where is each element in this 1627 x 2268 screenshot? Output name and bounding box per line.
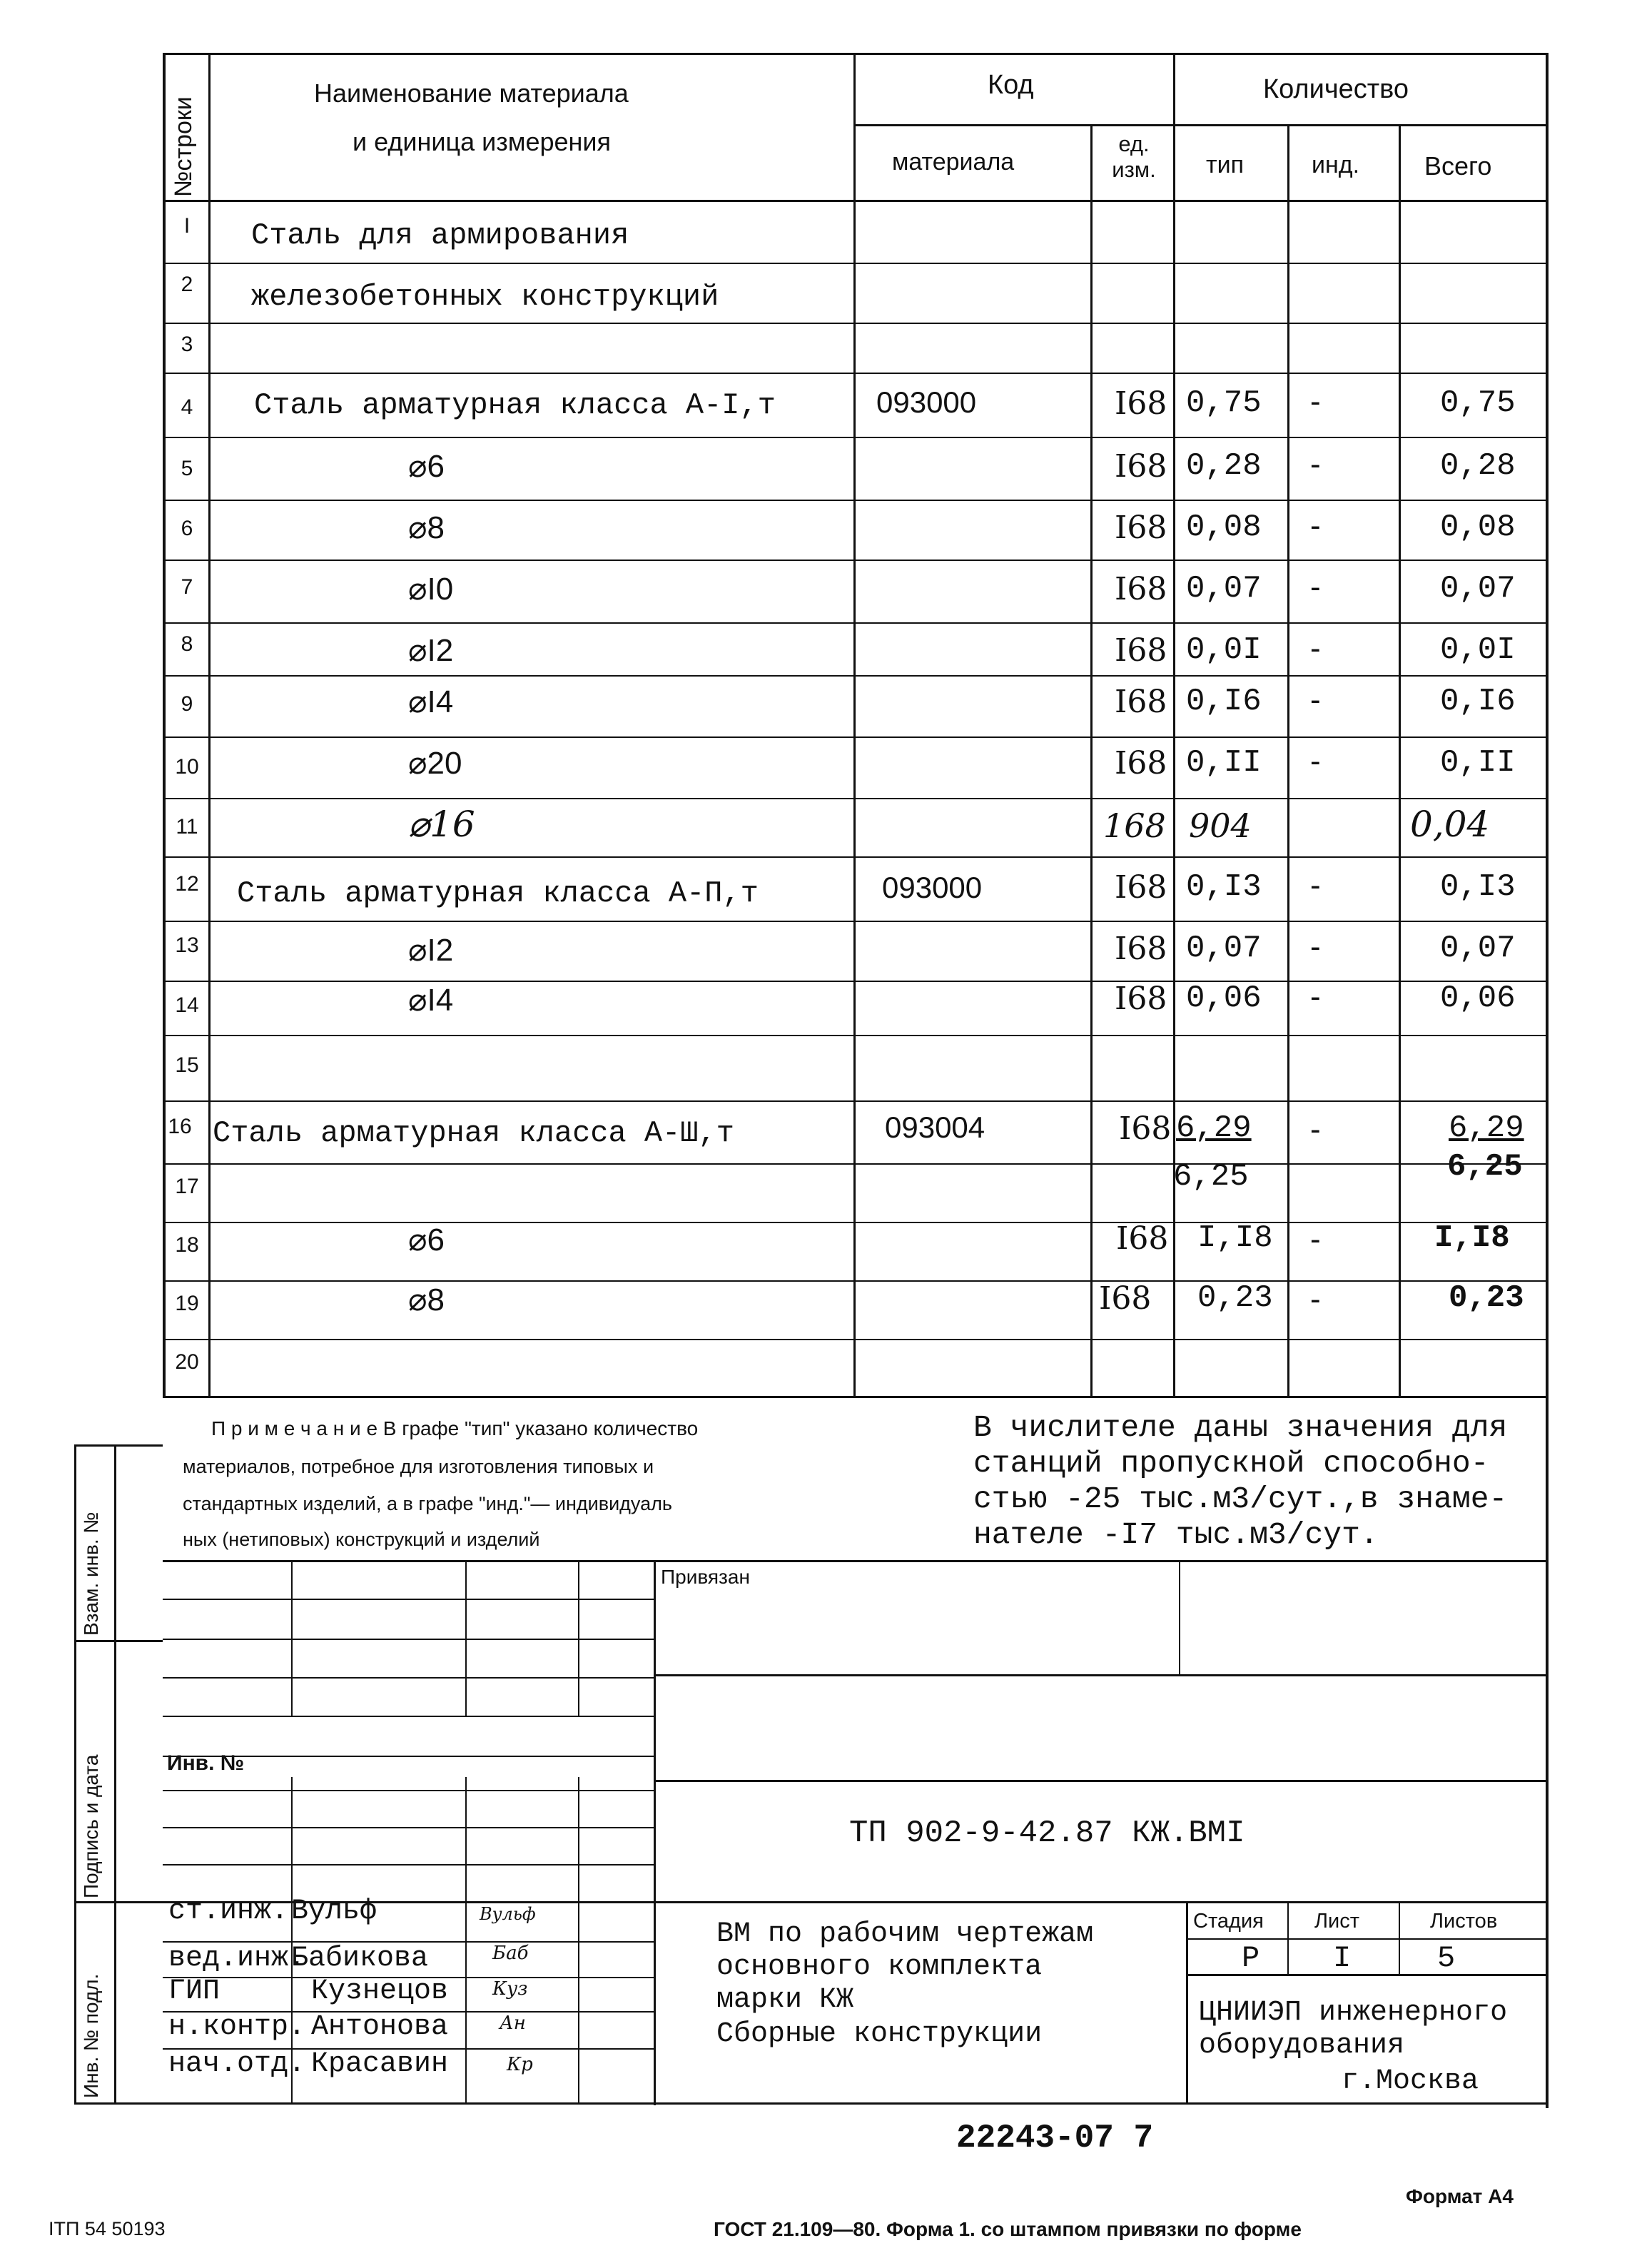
note-left-line3: стандартных изделий, а в графе "инд."— индивидуаль [183,1493,672,1514]
unit-code: I68 [1099,1280,1152,1317]
qty-total: 0,0I [1440,632,1516,668]
qty-ind: - [1310,508,1321,543]
person-name: Антонова [311,2011,449,2043]
qty-type: 0,II [1186,745,1262,781]
material-name: Сталь для армирования [251,218,629,253]
person-signature: Кр [507,2054,533,2075]
qty-type: 0,0I [1186,632,1262,668]
code-unit-header: ед. изм. [1112,131,1156,182]
unit-code: I68 [1115,632,1167,669]
qty-total: 0,07 [1440,571,1516,607]
material-name: ⌀I2 [408,933,454,968]
qty-total: 0,08 [1440,510,1516,545]
person-role: ГИП [168,1975,221,2008]
unit-code: I68 [1115,510,1167,546]
org-line2: оборудования [1199,2030,1405,2062]
qty-total: 0,I6 [1440,684,1516,719]
qty-type-numerator: 6,29 [1176,1110,1252,1146]
person-role: ст.инж. [168,1895,289,1928]
qty-total: 0,II [1440,745,1516,781]
qty-total: 0,28 [1440,448,1516,484]
row-number: 11 [176,815,198,839]
quantity-header: Количество [1263,74,1409,104]
qty-ind: - [1310,1222,1321,1257]
person-name: Красавин [311,2048,449,2080]
inv-no-label: Инв. № [167,1751,245,1775]
gost-reference: ГОСТ 21.109—80. Форма 1. со штампом привязки по форме [714,2218,1302,2240]
row-number: 6 [181,517,193,540]
material-name: ⌀I0 [408,572,454,607]
unit-code: I68 [1115,869,1167,906]
row-number: I [183,214,191,238]
person-signature: Вульф [480,1904,536,1924]
note-right-line3: стью -25 тыс.м3/сут.,в знаме- [973,1482,1508,1517]
archive-number: 22243-07 7 [956,2120,1154,2157]
row-number: 12 [175,872,199,896]
code-header: Код [988,70,1034,100]
row-number: 15 [175,1053,199,1077]
qty-ind: - [1310,569,1321,604]
unit-code: I68 [1115,385,1167,422]
org-line3: г.Москва [1342,2065,1479,2097]
person-signature: Куз [492,1978,528,2000]
person-role: н.контр. [168,2011,306,2043]
note-right-line2: станций пропускной способно- [973,1446,1489,1481]
row-number: 16 [168,1115,192,1138]
org-line1: ЦНИИЭП инженерного [1199,1997,1508,2029]
qty-type: 0,06 [1186,981,1262,1016]
material-name: ⌀8 [408,510,445,545]
doc-title-line1: ВМ по рабочим чертежам [716,1918,1094,1950]
material-name: железобетонных конструкций [251,280,719,314]
row-number: 2 [181,273,193,296]
person-role: вед.инж. [168,1943,306,1975]
document-code: ТП 902-9-42.87 КЖ.ВМI [849,1816,1245,1851]
person-name: Вульф [291,1895,377,1928]
qty-ind: - [1310,1112,1321,1147]
material-name: Сталь арматурная класса А-П,т [237,876,759,911]
material-name: ⌀I4 [408,983,454,1018]
row-number-header: №строки [170,96,197,197]
unit-code: I68 [1115,981,1167,1017]
unit-code: I68 [1115,931,1167,967]
qty-total-numerator: 6,29 [1449,1110,1524,1146]
row-number: 14 [175,993,199,1017]
unit-code-handwritten: 168 [1103,806,1166,845]
qty-type: 0,08 [1186,510,1262,545]
qty-type: I,I8 [1197,1220,1273,1256]
qty-type: 0,28 [1186,448,1262,484]
material-name: Сталь арматурная класса А-Ш,т [213,1116,734,1150]
material-name: ⌀I4 [408,684,454,719]
qty-type: 0,75 [1186,385,1262,421]
row-number: 4 [181,395,193,419]
qty-type-header: тип [1206,151,1244,178]
doc-title-line2: основного комплекта [716,1951,1043,1983]
person-role: нач.отд. [168,2048,306,2080]
row-number: 9 [181,692,193,716]
material-name: ⌀I2 [408,633,454,668]
qty-type: 0,07 [1186,571,1262,607]
name-header-line2: и единица измерения [353,127,612,156]
qty-ind-header: инд. [1312,151,1360,178]
row-number: 5 [181,457,193,480]
unit-code: I68 [1115,448,1167,485]
material-name: ⌀8 [408,1282,445,1317]
note-right-line4: нателе -I7 тыс.м3/сут. [973,1517,1379,1552]
footer-left-code: ІТП 54 50193 [49,2218,166,2239]
doc-title-line3: марки КЖ [716,1984,854,2016]
note-right-line1: В числителе даны значения для [973,1410,1508,1445]
qty-total: 0,75 [1440,385,1516,421]
qty-type-handwritten: 904 [1189,806,1252,845]
qty-type-denominator: 6,25 [1173,1159,1249,1195]
qty-ind: - [1310,744,1321,779]
sheets-label: Листов [1430,1910,1498,1933]
unit-code: I68 [1119,1110,1172,1147]
qty-total: 0,07 [1440,931,1516,966]
material-code: 093000 [876,385,977,419]
note-left-line4: ных (нетиповых) конструкций и изделий [183,1529,540,1550]
material-name: Сталь арматурная класса А-I,т [254,388,776,422]
qty-type: 0,07 [1186,931,1262,966]
note-left-line1: П р и м е ч а н и е В графе "тип" указано количество [211,1417,699,1439]
qty-type: 0,23 [1197,1280,1273,1316]
qty-total-handwritten: 0,04 [1410,804,1490,845]
row-number: 13 [175,933,199,957]
person-name: Кузнецов [311,1975,449,2008]
qty-ind: - [1310,868,1321,903]
qty-total: 0,06 [1440,981,1516,1016]
stage-value: Р [1242,1941,1260,1975]
privyazan-label: Привязан [661,1566,750,1588]
unit-code: I68 [1116,1220,1169,1257]
qty-ind: - [1310,1282,1321,1317]
name-header-line1: Наименование материала [314,79,629,108]
qty-type: 0,I6 [1186,684,1262,719]
person-name: Бабикова [291,1943,429,1975]
doc-title-line4: Сборные конструкции [716,2018,1043,2050]
qty-total: 0,I3 [1440,869,1516,905]
row-number: 3 [181,333,193,356]
row-number: 17 [175,1175,199,1198]
material-name: ⌀6 [408,1222,445,1257]
stage-label: Стадия [1193,1910,1264,1933]
material-code: 093004 [885,1110,985,1144]
row-number: 20 [175,1350,199,1374]
vzam-inv-label: Взам. инв. № [80,1512,102,1636]
unit-code: I68 [1115,745,1167,781]
sheet-value: I [1333,1941,1352,1975]
qty-ind: - [1310,929,1321,964]
qty-total-denominator: 6,25 [1447,1149,1523,1185]
qty-ind: - [1310,631,1321,666]
sheets-value: 5 [1437,1941,1456,1975]
material-name-handwritten: ⌀16 [408,804,475,845]
row-number: 18 [175,1233,199,1257]
unit-code: I68 [1115,684,1167,720]
row-number: 10 [175,755,199,779]
note-left-line2: материалов, потребное для изготовления типовых и [183,1456,654,1477]
material-name: ⌀20 [408,746,462,781]
qty-type: 0,I3 [1186,869,1262,905]
row-number: 7 [181,575,193,599]
qty-ind: - [1310,384,1321,419]
inv-original-label: Инв. № подл. [80,1973,102,2098]
qty-total: I,I8 [1434,1220,1510,1256]
signature-date-label: Подпись и дата [80,1754,102,1898]
row-number: 19 [175,1292,199,1315]
qty-ind: - [1310,447,1321,482]
qty-ind: - [1310,979,1321,1014]
qty-total-header: Всего [1424,151,1492,181]
sheet-label: Лист [1314,1910,1360,1933]
qty-total: 0,23 [1449,1280,1524,1316]
code-material-header: материала [892,148,1015,176]
person-signature: Ан [500,2013,526,2034]
material-code: 093000 [882,871,983,904]
qty-ind: - [1310,682,1321,717]
material-name: ⌀6 [408,449,445,484]
unit-code: I68 [1115,571,1167,607]
person-signature: Баб [492,1943,529,1964]
row-number: 8 [181,632,193,656]
format-label: Формат А4 [1406,2185,1514,2207]
